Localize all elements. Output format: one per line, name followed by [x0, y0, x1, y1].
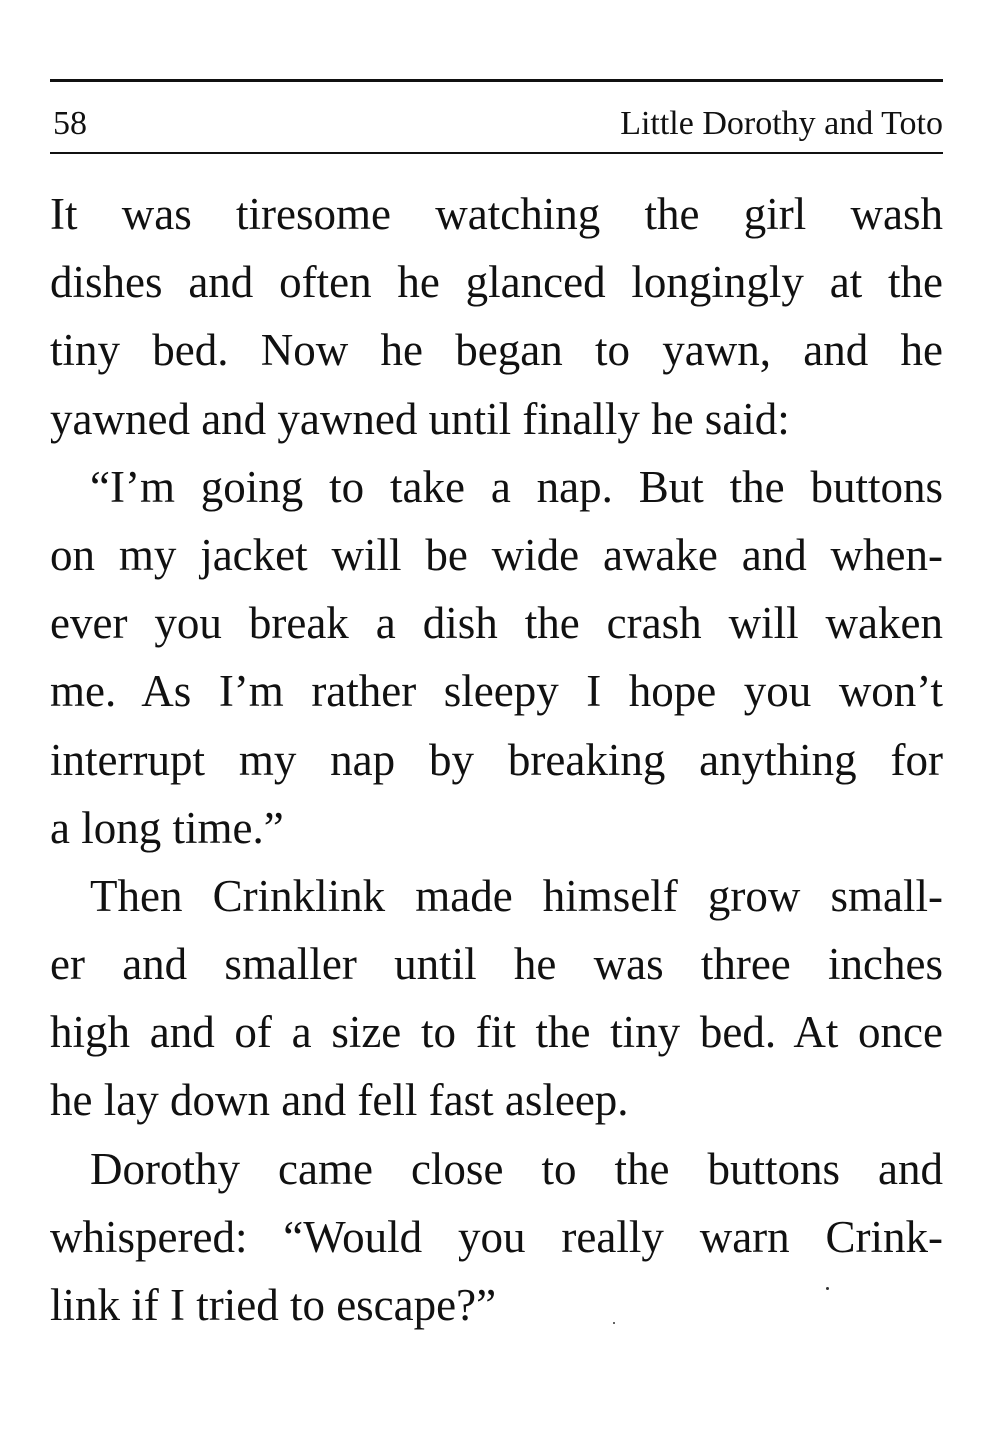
- text-line: interrupt my nap by breaking anything for: [50, 734, 943, 785]
- text-line: dishes and often he glanced longingly at the: [50, 257, 943, 308]
- text-line: Dorothy came close to the buttons and: [90, 1143, 943, 1194]
- page-number: 58: [53, 105, 87, 142]
- text-line: a long time.”: [50, 802, 284, 853]
- text-line: whispered: “Would you really warn Crink-: [50, 1211, 943, 1262]
- text-line: tiny bed. Now he began to yawn, and he: [50, 325, 943, 376]
- running-head: [50, 104, 943, 144]
- text-line: he lay down and fell fast asleep.: [50, 1075, 629, 1126]
- body-text: [50, 180, 943, 1339]
- text-line: me. As I’m rather sleepy I hope you won’t: [50, 666, 943, 717]
- text-line: Then Crinklink made himself grow small-: [90, 870, 943, 921]
- header-rule-top: [50, 79, 943, 82]
- header-rule-bottom: [50, 152, 943, 154]
- text-line: high and of a size to fit the tiny bed. At once: [50, 1007, 943, 1058]
- text-line: link if I tried to escape?”: [50, 1280, 497, 1330]
- text-line: It was tiresome watching the girl wash: [50, 189, 943, 239]
- scan-speck: [613, 1322, 615, 1324]
- text-line: er and smaller until he was three inches: [50, 939, 943, 990]
- text-line: on my jacket will be wide awake and when-: [50, 529, 943, 580]
- text-line: yawned and yawned until finally he said:: [50, 393, 790, 444]
- text-line: ever you break a dish the crash will waken: [50, 598, 943, 649]
- scan-speck: [826, 1287, 829, 1290]
- running-title: Little Dorothy and Toto: [620, 105, 943, 142]
- text-line: “I’m going to take a nap. But the buttons: [90, 461, 943, 512]
